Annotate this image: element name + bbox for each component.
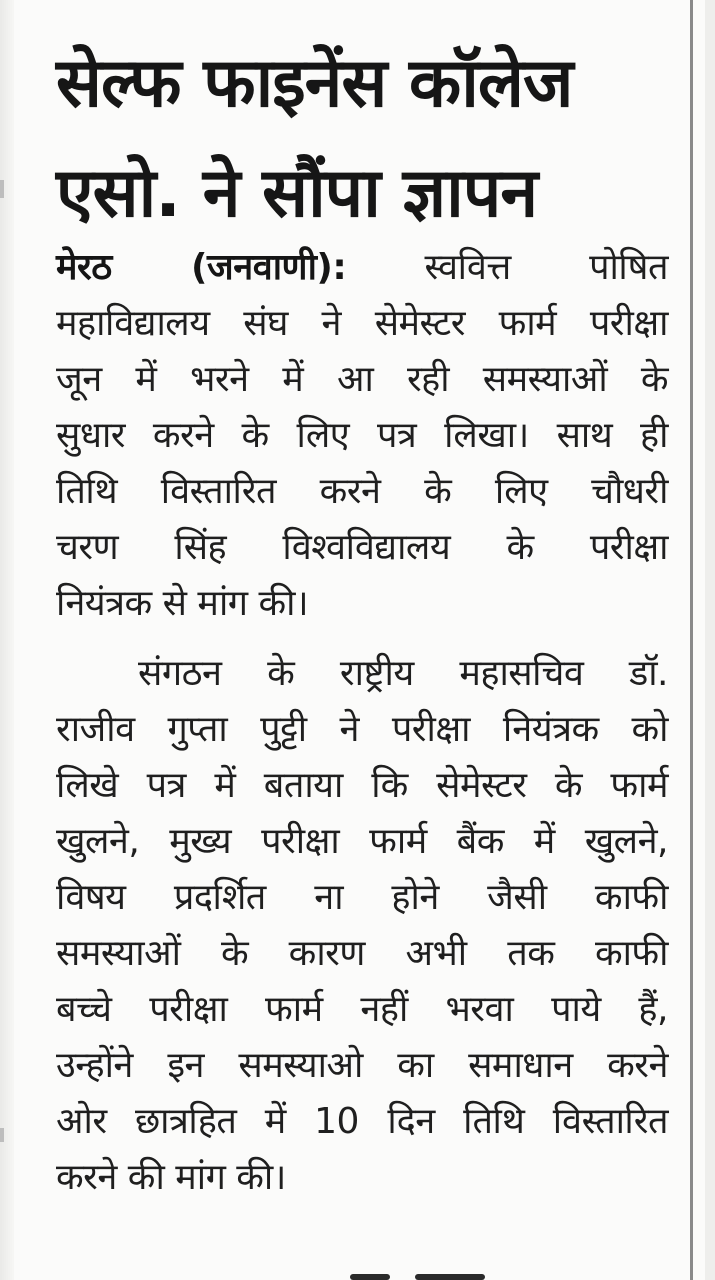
article-line: चरण सिंह विश्वविद्यालय के परीक्षा [56,527,668,568]
article-line: उन्होंने इन समस्याओ का समाधान करने [56,1045,668,1086]
column-divider [690,0,693,1280]
article-line: खुलने, मुख्य परीक्षा फार्म बैंक में खुलने, [56,821,668,862]
article-line: ओर छात्रहित में 10 दिन तिथि विस्तारित [56,1101,668,1142]
article-line: सुधार करने के लिए पत्र लिखा। साथ ही [56,415,668,456]
article-dateline: मेरठ (जनवाणी): [56,247,347,288]
article-line: करने की मांग की। [56,1157,286,1198]
clipping-right-margin [705,0,715,1280]
article-line: नियंत्रक से मांग की। [56,583,309,624]
article-line [56,240,668,296]
left-edge-mark [0,180,4,198]
article-line: लिखे पत्र में बताया कि सेमेस्टर के फार्म [56,765,668,806]
headline-line-2: एसो. ने सौंपा ज्ञापन [56,154,538,233]
article-line: संगठन के राष्ट्रीय महासचिव डॉ. [138,653,668,694]
article-line: बच्चे परीक्षा फार्म नहीं भरवा पाये हैं, [56,989,668,1030]
cropped-next-headline [300,1262,560,1280]
article-line: राजीव गुप्ता पुट्टी ने परीक्षा नियंत्रक को [56,709,668,750]
article-line: विषय प्रदर्शित ना होने जैसी काफी [56,877,668,918]
article-line-text: स्ववित्त पोषित [346,247,669,288]
headline-line-1: सेल्फ फाइनेंस कॉलेज [56,44,573,123]
article-line: जून में भरने में आ रही समस्याओं के [56,359,668,400]
left-edge-mark [0,1128,4,1142]
article-line: समस्याओं के कारण अभी तक काफी [56,933,668,974]
article-line: तिथि विस्तारित करने के लिए चौधरी [56,471,668,512]
article-line: महाविद्यालय संघ ने सेमेस्टर फार्म परीक्षा [56,303,668,344]
